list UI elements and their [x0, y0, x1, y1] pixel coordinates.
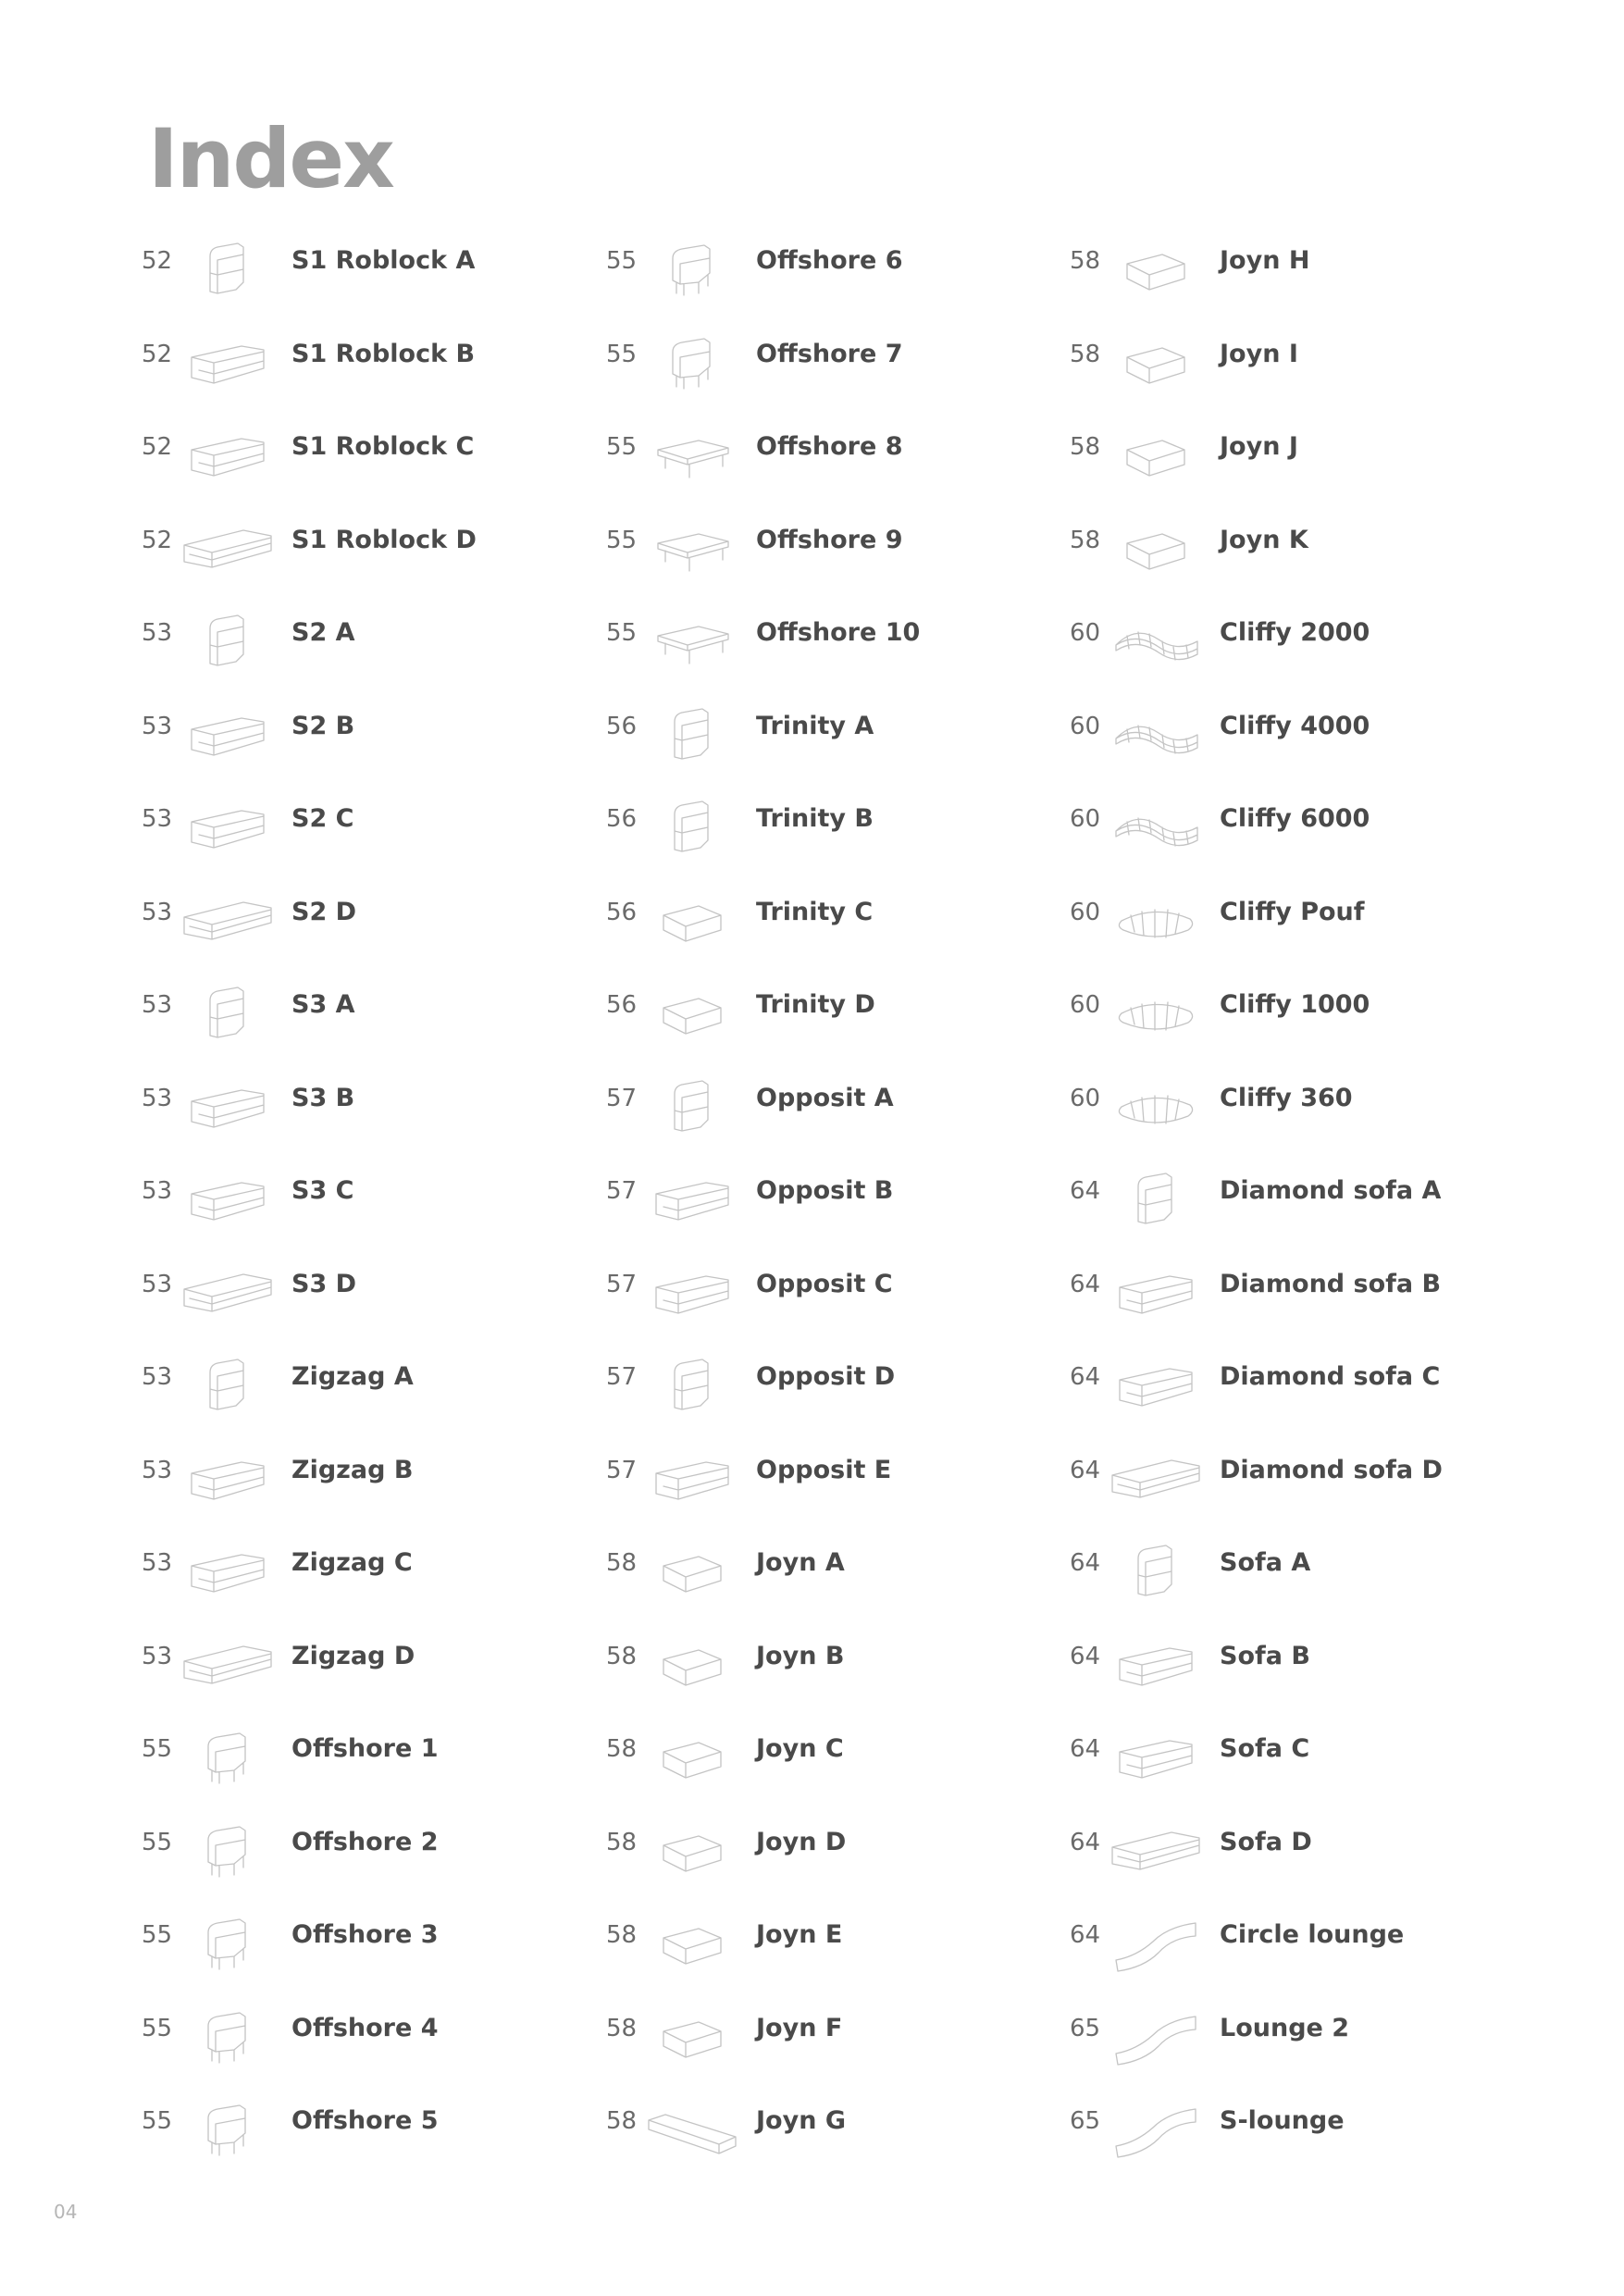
- box-icon: [1109, 236, 1201, 303]
- entry-page-number: 52: [142, 433, 173, 461]
- index-entry: [142, 2096, 623, 2190]
- entry-page-number: 53: [142, 1270, 173, 1298]
- entry-page-number: 55: [142, 1828, 173, 1856]
- entry-page-number: 58: [606, 1735, 638, 1763]
- wave-bench-icon: [1109, 608, 1201, 675]
- entry-name: Offshore 7: [756, 339, 903, 368]
- entry-page-number: 60: [1070, 712, 1101, 740]
- index-entry: [142, 2004, 623, 2097]
- index-entry: [1070, 515, 1551, 609]
- sofa-icon: [1109, 1632, 1201, 1698]
- legged-chair-icon: [180, 2096, 273, 2163]
- entry-page-number: 53: [142, 1177, 173, 1205]
- entry-name: Lounge 2: [1220, 2013, 1350, 2042]
- entry-name: Zigzag A: [291, 1362, 414, 1391]
- index-entry: [1070, 1166, 1551, 1260]
- index-entry: [142, 515, 623, 609]
- index-entry: [1070, 887, 1551, 981]
- entry-name: Circle lounge: [1220, 1920, 1405, 1949]
- box-icon: [645, 1632, 738, 1698]
- entry-name: Joyn H: [1220, 246, 1310, 275]
- entry-name: Joyn E: [756, 1920, 843, 1949]
- entry-page-number: 55: [606, 619, 638, 647]
- index-entry: [1070, 1352, 1551, 1446]
- entry-name: Cliffy 4000: [1220, 711, 1370, 740]
- entry-name: S1 Roblock B: [291, 339, 476, 368]
- index-entry: [606, 1910, 1087, 2004]
- box-icon: [645, 1910, 738, 1977]
- index-entry: [606, 608, 1087, 701]
- entry-page-number: 64: [1070, 1921, 1101, 1949]
- index-entry: [606, 2004, 1087, 2097]
- long-sofa-icon: [180, 1260, 273, 1326]
- entry-name: Offshore 1: [291, 1734, 439, 1763]
- entry-page-number: 56: [606, 898, 638, 926]
- entry-page-number: 57: [606, 1363, 638, 1391]
- entry-name: Opposit D: [756, 1362, 896, 1391]
- entry-name: Joyn I: [1220, 339, 1298, 368]
- sofa-icon: [180, 701, 273, 768]
- chair-icon: [645, 701, 738, 768]
- entry-name: Offshore 10: [756, 618, 921, 647]
- index-entry: [142, 1446, 623, 1539]
- entry-page-number: 52: [142, 526, 173, 554]
- entry-page-number: 65: [1070, 2014, 1101, 2042]
- entry-name: Diamond sofa D: [1220, 1455, 1443, 1484]
- entry-name: Cliffy 1000: [1220, 990, 1370, 1019]
- entry-name: S3 D: [291, 1269, 357, 1298]
- entry-page-number: 57: [606, 1270, 638, 1298]
- entry-page-number: 53: [142, 1363, 173, 1391]
- index-entry: [606, 1074, 1087, 1167]
- index-entry: [606, 1632, 1087, 1725]
- pouf-icon: [1109, 980, 1201, 1047]
- entry-page-number: 55: [606, 526, 638, 554]
- entry-name: Sofa B: [1220, 1641, 1310, 1670]
- entry-page-number: 53: [142, 1456, 173, 1484]
- pouf-icon: [1109, 1074, 1201, 1140]
- entry-name: S3 C: [291, 1176, 354, 1205]
- table-icon: [645, 608, 738, 675]
- entry-page-number: 57: [606, 1084, 638, 1112]
- entry-name: Offshore 3: [291, 1920, 439, 1949]
- legged-chair-icon: [180, 1724, 273, 1791]
- entry-name: Zigzag C: [291, 1548, 413, 1577]
- box-icon: [645, 1538, 738, 1605]
- index-entry: [1070, 2004, 1551, 2097]
- entry-page-number: 65: [1070, 2107, 1101, 2135]
- index-entry: [142, 1260, 623, 1353]
- entry-name: S3 A: [291, 990, 355, 1019]
- entry-name: S3 B: [291, 1083, 355, 1112]
- entry-name: S2 D: [291, 897, 357, 926]
- index-entry: [142, 1166, 623, 1260]
- entry-page-number: 55: [142, 2014, 173, 2042]
- index-entry: [606, 329, 1087, 423]
- entry-name: Sofa C: [1220, 1734, 1310, 1763]
- lounge-icon: [1109, 2096, 1201, 2163]
- long-box-icon: [645, 2096, 738, 2163]
- box-icon: [645, 2004, 738, 2070]
- entry-page-number: 56: [606, 991, 638, 1019]
- entry-page-number: 57: [606, 1456, 638, 1484]
- index-entry: [142, 1538, 623, 1632]
- index-entry: [142, 980, 623, 1074]
- box-icon: [1109, 515, 1201, 582]
- box-icon: [645, 1818, 738, 1884]
- legged-chair-icon: [180, 1910, 273, 1977]
- index-entry: [1070, 1446, 1551, 1539]
- entry-name: Offshore 8: [756, 432, 903, 461]
- entry-name: Offshore 4: [291, 2013, 439, 2042]
- page-number: 04: [54, 2201, 78, 2223]
- entry-page-number: 58: [1070, 433, 1101, 461]
- entry-name: Cliffy 6000: [1220, 804, 1370, 833]
- entry-page-number: 64: [1070, 1177, 1101, 1205]
- entry-page-number: 58: [606, 1549, 638, 1577]
- entry-page-number: 55: [606, 433, 638, 461]
- index-entry: [606, 2096, 1087, 2190]
- entry-name: Opposit E: [756, 1455, 892, 1484]
- long-sofa-icon: [180, 887, 273, 954]
- index-entry: [1070, 701, 1551, 795]
- entry-page-number: 53: [142, 712, 173, 740]
- index-entry: [606, 1818, 1087, 1911]
- sofa-icon: [1109, 1724, 1201, 1791]
- index-column-3: [1070, 236, 1551, 2190]
- index-entry: [606, 1352, 1087, 1446]
- entry-name: Joyn K: [1220, 525, 1308, 554]
- index-entry: [606, 1724, 1087, 1818]
- index-entry: [1070, 1818, 1551, 1911]
- entry-page-number: 55: [606, 247, 638, 275]
- entry-page-number: 60: [1070, 619, 1101, 647]
- entry-page-number: 64: [1070, 1642, 1101, 1670]
- sofa-icon: [645, 1446, 738, 1512]
- long-sofa-icon: [180, 515, 273, 582]
- entry-name: Sofa A: [1220, 1548, 1311, 1577]
- index-entry: [606, 1260, 1087, 1353]
- entry-name: Opposit B: [756, 1176, 894, 1205]
- sofa-icon: [645, 1260, 738, 1326]
- entry-name: Offshore 6: [756, 246, 903, 275]
- index-entry: [142, 1074, 623, 1167]
- entry-name: Joyn F: [756, 2013, 843, 2042]
- index-entry: [606, 422, 1087, 515]
- box-icon: [645, 1724, 738, 1791]
- entry-page-number: 55: [142, 1921, 173, 1949]
- index-entry: [142, 701, 623, 795]
- entry-name: Zigzag D: [291, 1641, 415, 1670]
- entry-page-number: 53: [142, 805, 173, 833]
- index-entry: [1070, 2096, 1551, 2190]
- entry-name: S1 Roblock C: [291, 432, 475, 461]
- index-entry: [606, 701, 1087, 795]
- entry-page-number: 55: [606, 340, 638, 368]
- box-icon: [645, 980, 738, 1047]
- entry-name: S2 B: [291, 711, 355, 740]
- entry-page-number: 56: [606, 805, 638, 833]
- legged-chair-icon: [180, 2004, 273, 2070]
- entry-name: Offshore 2: [291, 1827, 439, 1856]
- entry-name: Diamond sofa A: [1220, 1176, 1442, 1205]
- entry-page-number: 53: [142, 619, 173, 647]
- wave-bench-icon: [1109, 794, 1201, 861]
- entry-page-number: 64: [1070, 1735, 1101, 1763]
- sofa-icon: [180, 1538, 273, 1605]
- entry-page-number: 60: [1070, 805, 1101, 833]
- chair-icon: [645, 794, 738, 861]
- chair-icon: [180, 236, 273, 303]
- entry-name: Joyn B: [756, 1641, 845, 1670]
- entry-name: Joyn J: [1220, 432, 1298, 461]
- entry-page-number: 52: [142, 340, 173, 368]
- index-entry: [142, 887, 623, 981]
- index-entry: [1070, 1724, 1551, 1818]
- index-entry: [1070, 608, 1551, 701]
- long-sofa-icon: [180, 1632, 273, 1698]
- entry-name: Joyn A: [756, 1548, 845, 1577]
- lounge-icon: [1109, 2004, 1201, 2070]
- entry-page-number: 58: [1070, 247, 1101, 275]
- entry-page-number: 58: [606, 1828, 638, 1856]
- entry-page-number: 58: [606, 1921, 638, 1949]
- entry-page-number: 60: [1070, 898, 1101, 926]
- index-entry: [142, 1632, 623, 1725]
- entry-page-number: 53: [142, 1084, 173, 1112]
- entry-page-number: 53: [142, 1642, 173, 1670]
- entry-page-number: 64: [1070, 1456, 1101, 1484]
- box-icon: [645, 887, 738, 954]
- index-entry: [606, 515, 1087, 609]
- entry-page-number: 57: [606, 1177, 638, 1205]
- index-entry: [142, 608, 623, 701]
- box-icon: [1109, 329, 1201, 396]
- sofa-icon: [645, 1166, 738, 1233]
- legged-chair-icon: [645, 236, 738, 303]
- entry-page-number: 64: [1070, 1270, 1101, 1298]
- legged-chair-icon: [645, 329, 738, 396]
- entry-name: S-lounge: [1220, 2106, 1345, 2135]
- entry-page-number: 58: [606, 2107, 638, 2135]
- sofa-icon: [180, 794, 273, 861]
- chair-icon: [180, 980, 273, 1047]
- entry-name: Joyn C: [756, 1734, 844, 1763]
- index-entry: [606, 236, 1087, 329]
- index-entry: [142, 1724, 623, 1818]
- entry-name: Trinity D: [756, 990, 875, 1019]
- sofa-icon: [1109, 1260, 1201, 1326]
- entry-name: Trinity B: [756, 804, 874, 833]
- box-icon: [1109, 422, 1201, 489]
- legged-chair-icon: [180, 1818, 273, 1884]
- entry-name: Offshore 5: [291, 2106, 439, 2135]
- entry-page-number: 53: [142, 991, 173, 1019]
- entry-name: S1 Roblock A: [291, 246, 476, 275]
- pouf-icon: [1109, 887, 1201, 954]
- page-title: Index: [148, 111, 393, 206]
- lounge-icon: [1109, 1910, 1201, 1977]
- entry-page-number: 52: [142, 247, 173, 275]
- entry-name: Cliffy 2000: [1220, 618, 1370, 647]
- index-entry: [606, 980, 1087, 1074]
- wave-bench-icon: [1109, 701, 1201, 768]
- chair-icon: [180, 1352, 273, 1419]
- entry-name: Zigzag B: [291, 1455, 414, 1484]
- chair-icon: [645, 1352, 738, 1419]
- long-sofa-icon: [1109, 1446, 1201, 1512]
- index-column-2: [606, 236, 1087, 2190]
- index-entry: [142, 1352, 623, 1446]
- entry-page-number: 55: [142, 1735, 173, 1763]
- sofa-icon: [180, 329, 273, 396]
- entry-name: Joyn G: [756, 2106, 846, 2135]
- index-entry: [606, 1538, 1087, 1632]
- sofa-icon: [180, 1074, 273, 1140]
- index-entry: [1070, 236, 1551, 329]
- entry-page-number: 58: [1070, 526, 1101, 554]
- table-icon: [645, 515, 738, 582]
- entry-name: Cliffy 360: [1220, 1083, 1353, 1112]
- entry-name: Diamond sofa C: [1220, 1362, 1441, 1391]
- index-entry: [1070, 980, 1551, 1074]
- entry-page-number: 58: [606, 2014, 638, 2042]
- index-entry: [606, 887, 1087, 981]
- index-entry: [606, 1166, 1087, 1260]
- index-entry: [1070, 1074, 1551, 1167]
- index-entry: [142, 1910, 623, 2004]
- index-entry: [1070, 1260, 1551, 1353]
- index-entry: [1070, 1632, 1551, 1725]
- entry-name: Cliffy Pouf: [1220, 897, 1365, 926]
- entry-page-number: 60: [1070, 991, 1101, 1019]
- chair-icon: [1109, 1538, 1201, 1605]
- entry-name: Opposit A: [756, 1083, 894, 1112]
- entry-name: Trinity C: [756, 897, 874, 926]
- index-entry: [606, 1446, 1087, 1539]
- entry-name: S2 A: [291, 618, 355, 647]
- index-entry: [606, 794, 1087, 887]
- entry-page-number: 64: [1070, 1363, 1101, 1391]
- index-entry: [142, 1818, 623, 1911]
- entry-page-number: 53: [142, 1549, 173, 1577]
- entry-name: S1 Roblock D: [291, 525, 477, 554]
- sofa-icon: [180, 1446, 273, 1512]
- entry-page-number: 58: [1070, 340, 1101, 368]
- sofa-icon: [180, 422, 273, 489]
- table-icon: [645, 422, 738, 489]
- entry-page-number: 53: [142, 898, 173, 926]
- index-entry: [142, 236, 623, 329]
- entry-name: Diamond sofa B: [1220, 1269, 1442, 1298]
- entry-page-number: 64: [1070, 1828, 1101, 1856]
- chair-icon: [645, 1074, 738, 1140]
- index-entry: [142, 422, 623, 515]
- entry-name: Trinity A: [756, 711, 874, 740]
- index-entry: [142, 794, 623, 887]
- entry-page-number: 64: [1070, 1549, 1101, 1577]
- index-entry: [142, 329, 623, 423]
- entry-name: S2 C: [291, 804, 354, 833]
- sofa-icon: [1109, 1352, 1201, 1419]
- index-entry: [1070, 422, 1551, 515]
- sofa-icon: [180, 1166, 273, 1233]
- chair-icon: [1109, 1166, 1201, 1233]
- entry-page-number: 55: [142, 2107, 173, 2135]
- index-entry: [1070, 794, 1551, 887]
- index-entry: [1070, 329, 1551, 423]
- entry-name: Offshore 9: [756, 525, 903, 554]
- entry-name: Joyn D: [756, 1827, 847, 1856]
- index-entry: [1070, 1910, 1551, 2004]
- entry-name: Opposit C: [756, 1269, 893, 1298]
- entry-page-number: 60: [1070, 1084, 1101, 1112]
- entry-page-number: 58: [606, 1642, 638, 1670]
- entry-name: Sofa D: [1220, 1827, 1312, 1856]
- entry-page-number: 56: [606, 712, 638, 740]
- chair-icon: [180, 608, 273, 675]
- index-column-1: [142, 236, 623, 2190]
- index-entry: [1070, 1538, 1551, 1632]
- long-sofa-icon: [1109, 1818, 1201, 1884]
